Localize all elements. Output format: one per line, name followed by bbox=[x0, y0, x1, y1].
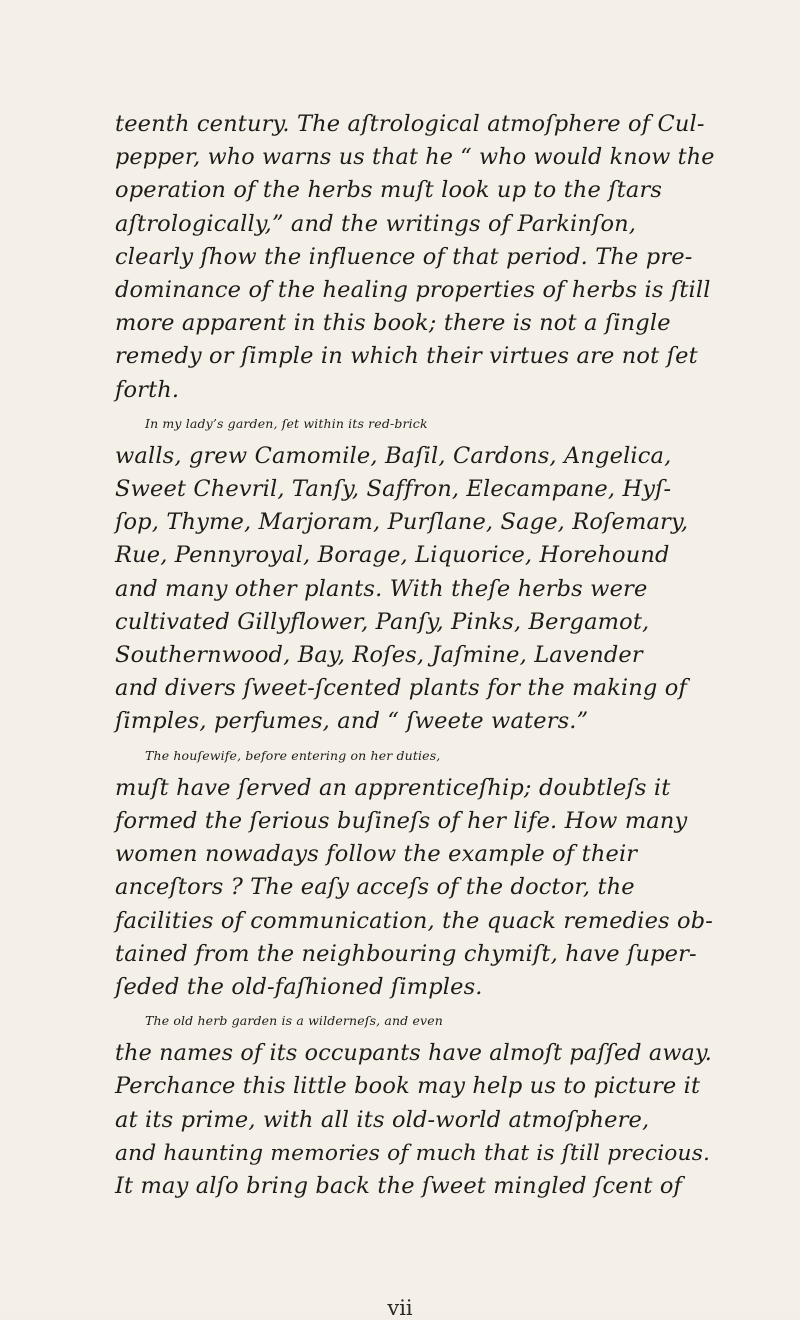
text-line: ſeded the old-faſhioned ſimples. bbox=[115, 973, 483, 1000]
text-line: The houſewife, before entering on her duties, bbox=[145, 747, 441, 763]
text-line: remedy or ſimple in which their virtues are not ſet bbox=[115, 343, 698, 370]
text-line: ſop, Thyme, Marjoram, Purſlane, Sage, Roſemary, bbox=[115, 509, 689, 536]
text-line: more apparent in this book; there is not a ſingle bbox=[115, 310, 671, 337]
text-line: formed the ſerious buſineſs of her life. How many bbox=[115, 807, 688, 834]
text-line: clearly ſhow the influence of that period. The pre- bbox=[115, 243, 693, 270]
text-line: teenth century. The aſtrological atmoſphere of Cul- bbox=[115, 111, 705, 137]
body-text bbox=[115, 108, 715, 1203]
text-line: cultivated Gillyflower, Panſy, Pinks, Bergamot, bbox=[115, 608, 650, 635]
text-line: operation of the herbs muſt look up to the ſtars bbox=[115, 177, 663, 204]
text-line: Sweet Chevril, Tanſy, Saffron, Elecampane, Hyſ- bbox=[115, 476, 672, 503]
text-line: It may alſo bring back the ſweet mingled ſcent of bbox=[115, 1173, 682, 1199]
text-line: pepper, who warns us that he “ who would know the bbox=[115, 144, 715, 171]
text-line: and divers ſweet-ſcented plants for the making of bbox=[115, 675, 687, 702]
text-line: and haunting memories of much that is ſtill precious. bbox=[115, 1140, 711, 1166]
text-line: Perchance this little book may help us to picture it bbox=[115, 1073, 701, 1100]
text-line: walls, grew Camomile, Baſil, Cardons, Angelica, bbox=[115, 442, 672, 469]
text-line: at its prime, with all its old-world atmoſphere, bbox=[115, 1106, 650, 1133]
text-line: The old herb garden is a wilderneſs, and even bbox=[145, 1013, 443, 1029]
text-line: ſimples, perfumes, and “ ſweete waters.” bbox=[115, 708, 589, 735]
text-line: dominance of the healing properties of herbs is ſtill bbox=[115, 276, 711, 303]
text-line: facilities of communication, the quack remedies ob- bbox=[115, 907, 714, 934]
text-line: forth. bbox=[115, 376, 180, 403]
text-line: aſtrologically,” and the writings of Parkinſon, bbox=[115, 210, 637, 237]
text-line: muſt have ſerved an apprenticeſhip; doubtleſs it bbox=[115, 774, 671, 801]
text-line: tained from the neighbouring chymiſt, have ſuper- bbox=[115, 940, 697, 967]
page-number: vii bbox=[387, 1296, 413, 1320]
text-line: In my lady’s garden, ſet within its red-brick bbox=[145, 415, 428, 431]
text-line: and many other plants. With theſe herbs were bbox=[115, 575, 648, 602]
text-line: the names of its occupants have almoſt paſſed away. bbox=[115, 1040, 712, 1067]
text-line: Rue, Pennyroyal, Borage, Liquorice, Horehound bbox=[115, 542, 670, 569]
text-line: Southernwood, Bay, Roſes, Jaſmine, Lavender bbox=[115, 642, 643, 668]
text-line: women nowadays follow the example of their bbox=[115, 841, 638, 868]
text-line: anceſtors ? The eaſy acceſs of the doctor, the bbox=[115, 874, 635, 901]
